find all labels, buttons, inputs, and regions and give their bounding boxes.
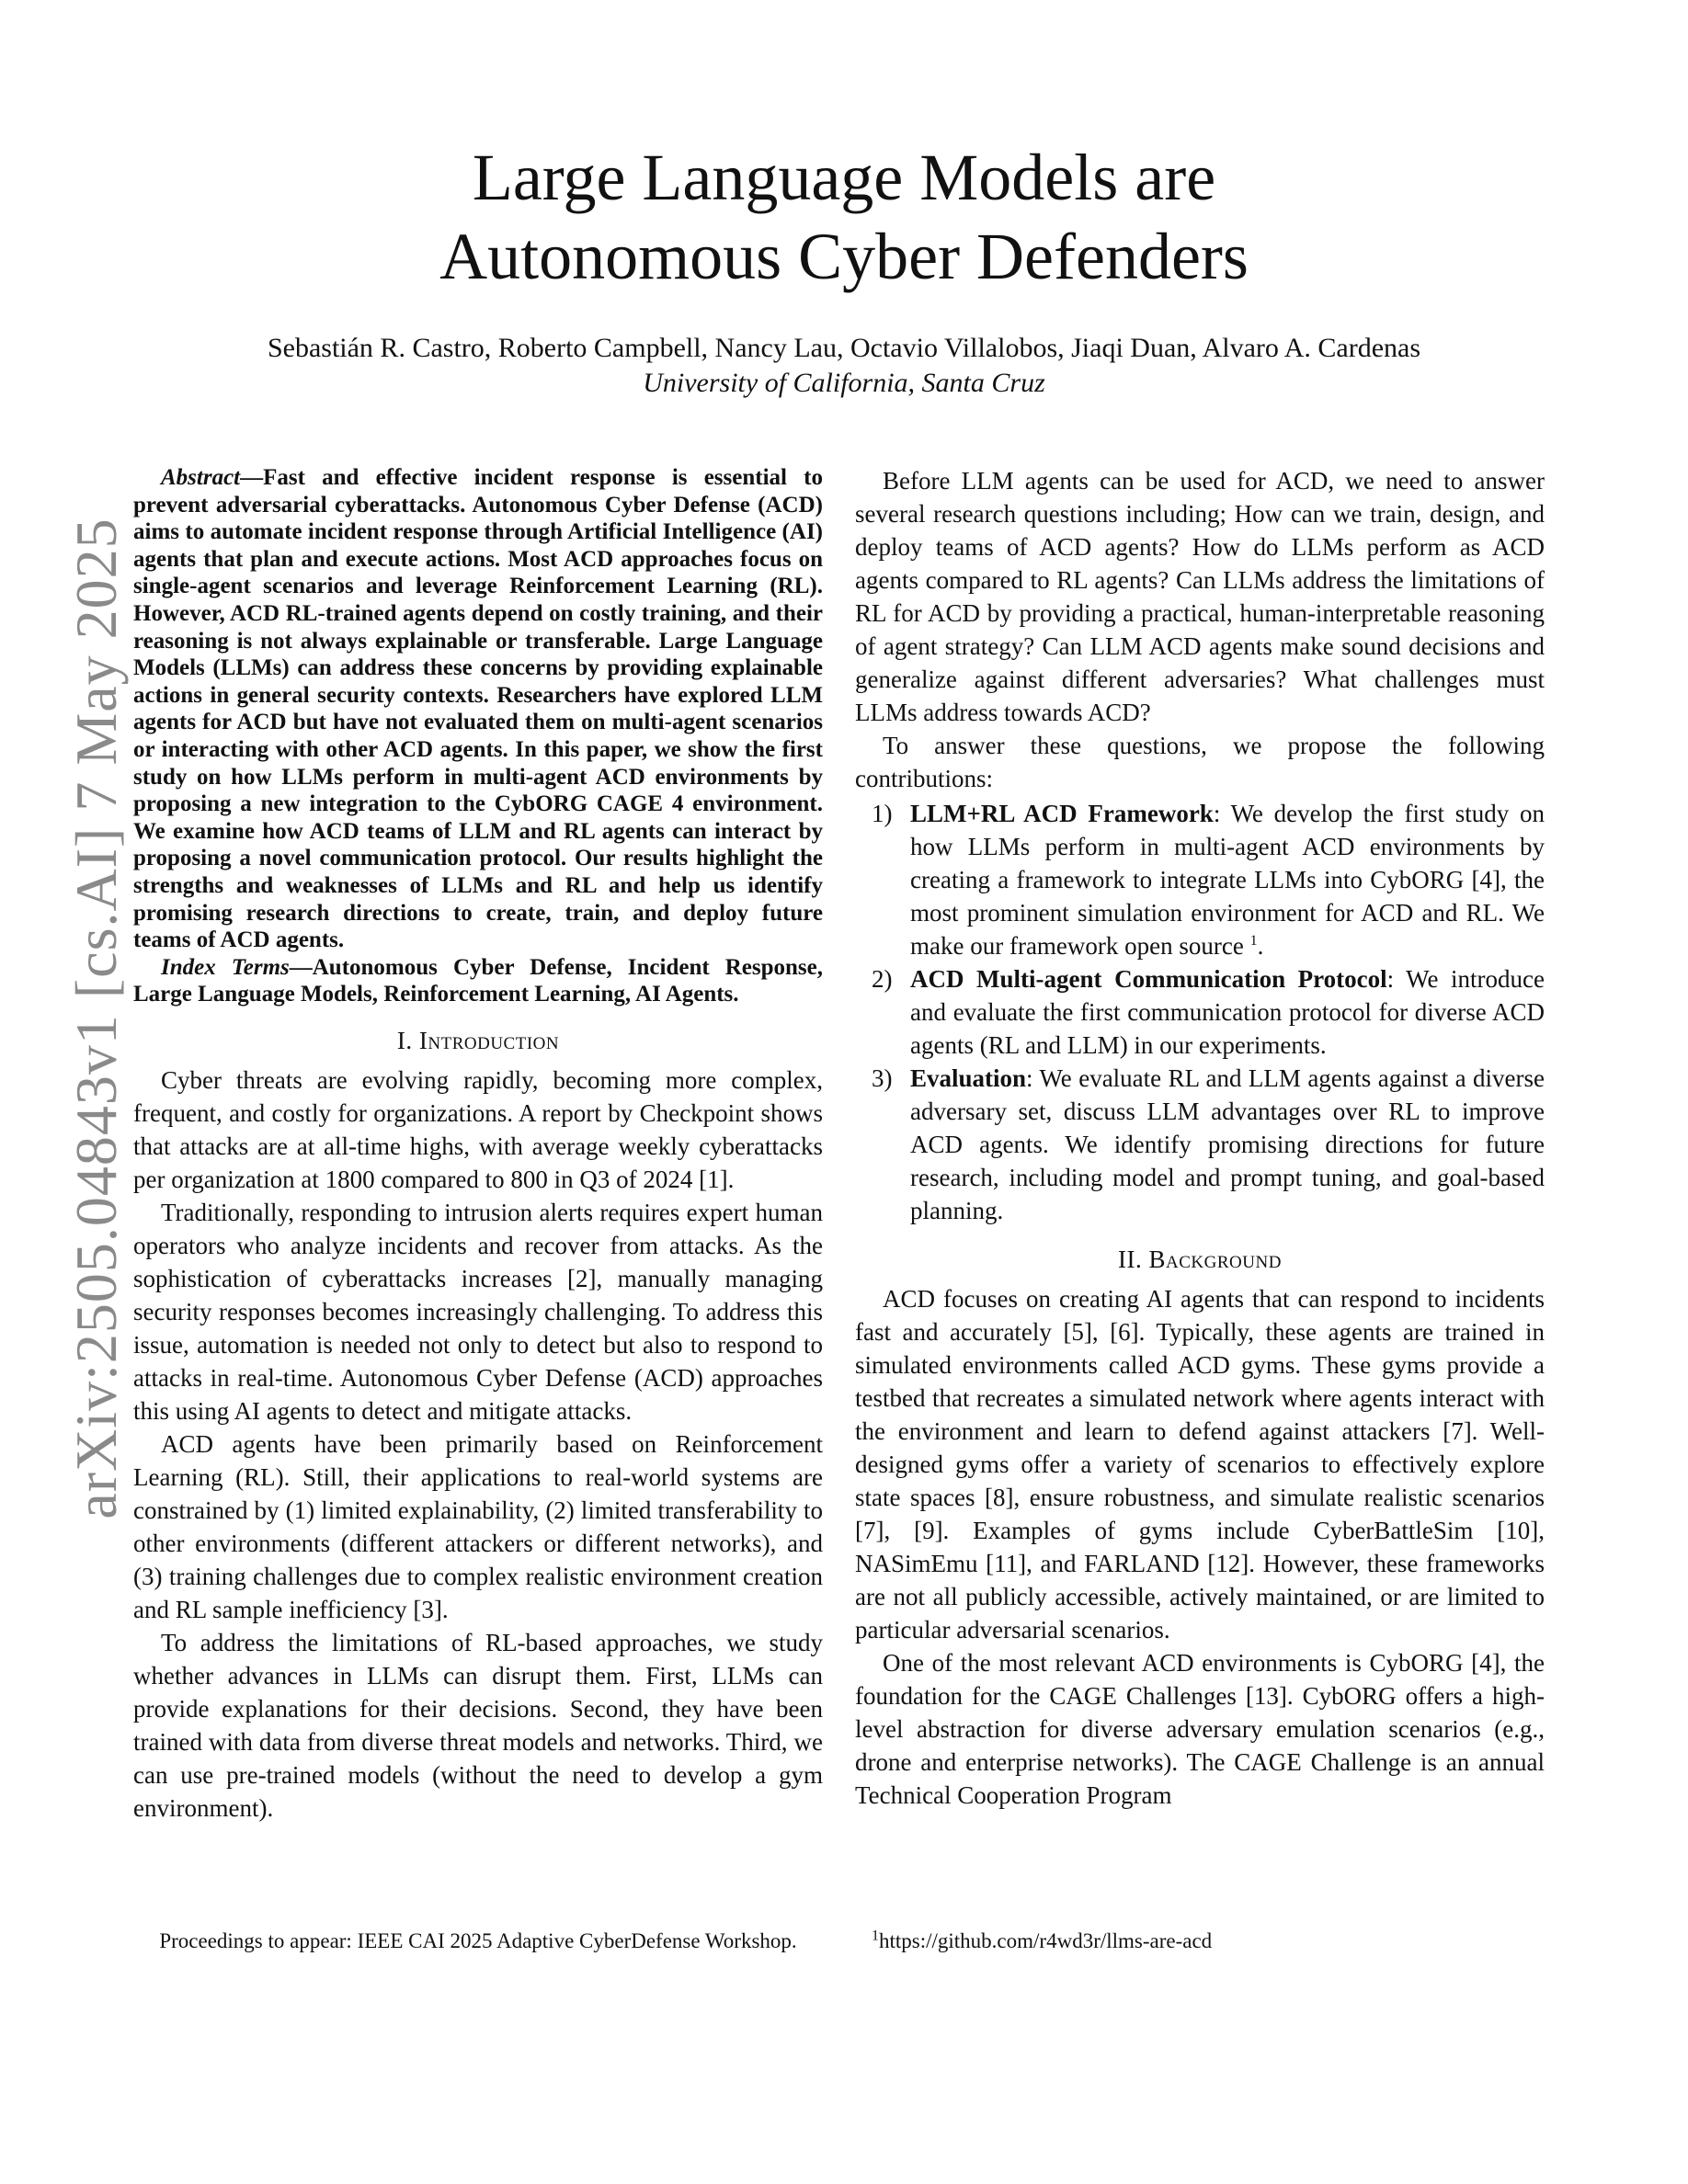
title-line-2: Autonomous Cyber Defenders (439, 220, 1249, 293)
section-heading-background: II. Background (1118, 1246, 1282, 1273)
contribution-list (855, 797, 1545, 1227)
affiliation: University of California, Santa Cruz (643, 368, 1045, 398)
author-block (0, 331, 1688, 401)
paragraph: To address the limitations of RL-based approaches, we study whether advances in LLMs can disrupt them. First, LLMs can provide explanations for their decisions. Second, they have been trained with data from diverse threat models and networks. Third, we can use pre-trained models (without the need to develop a gym environment). (133, 1628, 823, 1822)
section-heading-introduction: I. Introduction (396, 1026, 560, 1054)
paragraph: ACD focuses on creating AI agents that can respond to incidents fast and accurately [5], [6]. Typically, these agents are trained in simulated environments called ACD gyms. These gyms provide a testbed that recreates a simulated network where agents interact with the environment and learn to defend against attackers [7]. Well-designed gyms offer a variety of scenarios to effectively explore state spaces [8], ensure robustness, and simulate realistic scenarios [7], [9]. Examples of gyms include CyberBattleSim [10], NASimEmu [11], and FARLAND [12]. However, these frameworks are not all publicly accessible, actively maintained, or are limited to particular adversarial scenarios. (855, 1285, 1545, 1644)
contribution-text: : We introduce and evaluate the first communication protocol for diverse ACD agents (RL and LLM) in our experiments. (910, 965, 1545, 1059)
title-line-1: Large Language Models are (472, 141, 1216, 214)
contribution-item (855, 962, 1545, 1062)
paragraph: Traditionally, responding to intrusion alerts requires expert human operators who analyze incidents and recover from attacks. As the sophistication of cyberattacks increases [2], manually managing security responses becomes increasingly challenging. To address this issue, automation is needed not only to detect but also to respond to attacks in real-time. Autonomous Cyber Defense (ACD) approaches this using AI agents to detect and mitigate attacks. (133, 1198, 823, 1425)
footnote-url[interactable]: https://github.com/r4wd3r/llms-are-acd (879, 1929, 1213, 1952)
contribution-item (855, 797, 1545, 962)
right-column (855, 464, 1545, 1812)
abstract-label: Abstract (161, 465, 241, 490)
left-column (133, 464, 823, 1825)
contribution-title: Evaluation (910, 1064, 1027, 1092)
proceedings-note: Proceedings to appear: IEEE CAI 2025 Adaptive CyberDefense Workshop. (159, 1929, 797, 1952)
author-list: Sebastián R. Castro, Roberto Campbell, Nancy Lau, Octavio Villalobos, Jiaqi Duan, Alvaro A. Cardenas (267, 333, 1421, 363)
footnote-mark: 1 (872, 1928, 879, 1944)
paragraph: Cyber threats are evolving rapidly, becoming more complex, frequent, and costly for organizations. A report by Checkpoint shows that attacks are at all-time highs, with average weekly cyberattacks per organization at 1800 compared to 800 in Q3 of 2024 [1]. (133, 1065, 823, 1193)
paragraph: Before LLM agents can be used for ACD, we need to answer several research questions including; How can we train, design, and deploy teams of ACD agents? How do LLMs perform as ACD agents compared to RL agents? Can LLMs address the limitations of RL for ACD by providing a practical, human-interpretable reasoning of agent strategy? Can LLM ACD agents make sound decisions and generalize against different adversaries? What challenges must LLMs address towards ACD? (855, 467, 1545, 726)
contribution-number: 1) (872, 800, 893, 827)
contribution-item (855, 1062, 1545, 1227)
abstract-text: —Fast and effective incident response is essential to prevent adversarial cyberattacks. Autonomous Cyber Defense (ACD) aims to automate incident response through Artificial Intelligence (AI) agents that plan and execute actions. Most ACD approaches focus on single-agent scenarios and leverage Reinforcement Learning (RL). However, ACD RL-trained agents depend on costly training, and their reasoning is not always explainable or transferable. Large Language Models (LLMs) can address these concerns by providing explainable actions in general security contexts. Researchers have explored LLM agents for ACD but have not evaluated them on multi-agent scenarios or interacting with other ACD agents. In this paper, we show the first study on how LLMs perform in multi-agent ACD environments by proposing a new integration to the CybORG CAGE 4 environment. We examine how ACD teams of LLM and RL agents can interact by proposing a novel communication protocol. Our results highlight the strengths and weaknesses of LLMs and RL and help us identify promising research directions to create, train, and deploy future teams of ACD agents. (133, 465, 823, 953)
contribution-title: LLM+RL ACD Framework (910, 800, 1214, 827)
contribution-text: : We develop the first study on how LLMs perform in multi-agent ACD environments by creating a framework to integrate LLMs into CybORG [4], the most prominent simulation environment for ACD and RL. We make our framework open source (910, 800, 1545, 960)
paper-title (0, 138, 1688, 296)
abstract (133, 464, 823, 954)
index-terms (133, 954, 823, 1008)
contribution-text: : We evaluate RL and LLM agents against a diverse adversary set, discuss LLM advantages over RL to improve ACD agents. We identify promising directions for future research, including model and prompt tuning, and goal-based planning. (910, 1064, 1545, 1224)
contribution-tail: . (1257, 932, 1264, 960)
index-terms-text: —Autonomous Cyber Defense, Incident Response, Large Language Models, Reinforcement Learning, AI Agents. (133, 954, 823, 1007)
index-terms-label: Index Terms (161, 954, 290, 980)
footnote (872, 1928, 1515, 1955)
arxiv-identifier: arXiv:2505.04843v1 [cs.AI] 7 May 2025 (63, 518, 129, 1519)
footnote-marker[interactable]: 1 (1249, 933, 1258, 949)
contribution-number: 2) (872, 965, 893, 993)
paragraph: One of the most relevant ACD environments is CybORG [4], the foundation for the CAGE Challenges [13]. CybORG offers a high-level abstraction for diverse adversary emulation scenarios (e.g., drone and enterprise networks). The CAGE Challenge is an annual Technical Cooperation Program (855, 1649, 1545, 1809)
contribution-title: ACD Multi-agent Communication Protocol (910, 965, 1387, 993)
paragraph: To answer these questions, we propose the following contributions: (855, 732, 1545, 792)
contribution-number: 3) (872, 1064, 893, 1092)
paragraph: ACD agents have been primarily based on Reinforcement Learning (RL). Still, their applications to real-world systems are constrained by (1) limited explainability, (2) limited transferability to other environments (different attackers or different networks), and (3) training challenges due to complex realistic environment creation and RL sample inefficiency [3]. (133, 1429, 823, 1623)
